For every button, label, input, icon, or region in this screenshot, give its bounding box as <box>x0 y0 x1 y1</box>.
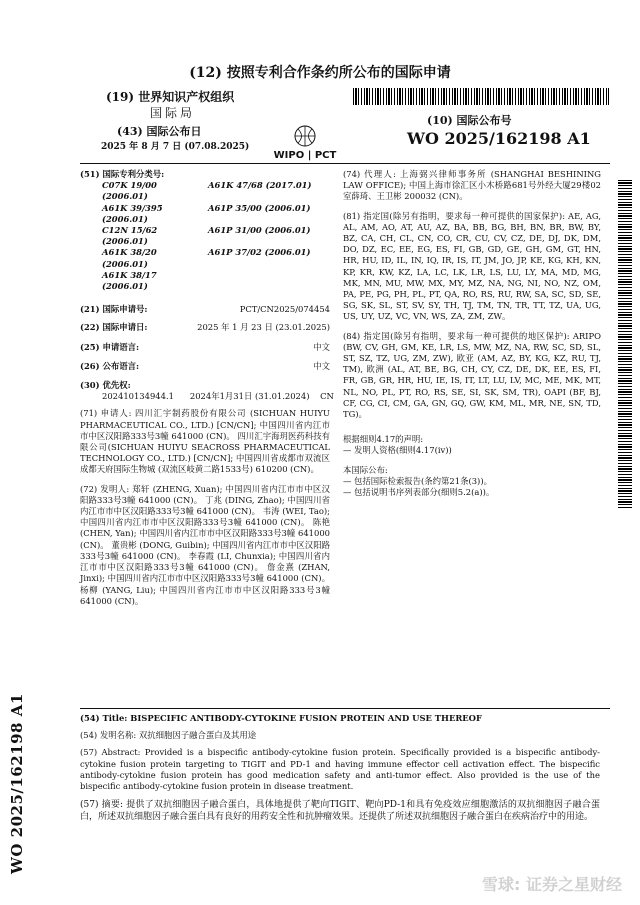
ipc-code: A61P 31/00 (2006.01) <box>208 225 311 236</box>
publication-number: WO 2025/162198 A1 <box>407 129 591 148</box>
bottom-section <box>80 713 600 823</box>
publication-language: 中文 <box>313 360 330 371</box>
inventors: (72) 发明人: 郑轩 (ZHENG, Xuan); 中国四川省内江市市中区汉阳路333号3幢 641000 (CN)。 丁兆 (DING, Zhao); 中国四川省内江市市中区汉阳路333号3幢 641000 (CN)。 韦涛 (WEI, Tao); 中国四川省内江市市中区汉阳路333号3幢 641000 (CN)。 陈艳 (CHEN, Yan); 中国四川省内江市市中区汉阳路333号3幢 641000 (CN)。 董贵彬 (DONG, Guibin); 中国四川省内江市市中区汉阳路333号3幢 641000 (CN)。 李春霞 (LI, Chunxia); 中国四川省内江市市中区汉阳路333号3幢 641000 (CN)。 詹金熹 (ZHAN, Jinxi); 中国四川省内江市市中区汉阳路333号3幢 641000 (CN)。 杨柳 (YANG, Liu); 中国四川省内江市市中区汉阳路333号3幢 641000 (CN)。 <box>80 483 330 606</box>
published-item: — 包括说明书序列表部分(细则5.2(a))。 <box>343 487 495 498</box>
publication-language-label: (26) 公布语言: <box>80 360 140 371</box>
applicant: (71) 申请人: 四川汇宇制药股份有限公司 (SICHUAN HUIYU PHARMACEUTICAL CO., LTD.) [CN/CN]; 中国四川省内江市市中区汉阳路333号3幢 641000 (CN)。 四川汇宇海玥医药科技有限公司(SICHUAN HUIYU SEACROSS PHARMACEUTICAL TECHNOLOGY CO., LTD.) [CN/CN]; 中国四川省成都市双流区成都天府国际生物城 (双流区岐黄二路1533号) 610200 (CN)。 <box>80 408 330 475</box>
abstract-chinese: (57) 摘要: 提供了双抗细胞因子融合蛋白，具体地提供了靶向TIGIT、靶向PD-1和具有免疫效应细胞激活的双抗细胞因子融合蛋白，所述双抗细胞因子融合蛋白具有良好的用药安全性和抗肿瘤效果。还提供了所述双抗细胞因子融合蛋白在疾病治疗中的用途。 <box>80 800 600 823</box>
agent: (74) 代理人: 上海弼兴律师事务所 (SHANGHAI BESHINING LAW OFFICE); 中国上海市徐汇区小木桥路681号外经大厦29楼02室薛琦、王卫彬 200032 (CN)。 <box>343 169 601 202</box>
published-item: — 包括国际检索报告(条约第21条(3))。 <box>343 475 492 486</box>
priority-value: 202410134944.1 2024年1月31日 (31.01.2024) CN <box>102 391 334 402</box>
publication-language-row <box>80 361 330 372</box>
ipc-label: (51) 国际专利分类号: <box>80 169 165 179</box>
application-date-row <box>80 322 330 333</box>
filing-language: 中文 <box>313 341 330 352</box>
priority-label: (30) 优先权: <box>80 380 131 391</box>
watermark: 雪球: 证券之星财经 <box>482 875 622 894</box>
application-date: 2025 年 1 月 23 日 (23.01.2025) <box>197 322 330 333</box>
left-column <box>80 169 334 607</box>
declarations-label: 根据细则4.17的声明: <box>343 434 424 445</box>
application-number-label: (21) 国际申请号: <box>80 304 148 315</box>
abstract-english: (57) Abstract: Provided is a bispecific antibody-cytokine fusion protein. Specifically provided is a bispecific antibody-cytokine fusion protein targeting to TIGIT and PD-1 and having immune effector cell activation effect. The bispecific antibody-cytokine fusion protein has good medication safety and anti-tumor effect. Also provided is the use of the bispecific antibody-cytokine fusion protein in disease treatment. <box>80 747 600 792</box>
title-chinese: (54) 发明名称: 双抗细胞因子融合蛋白及其用途 <box>80 730 257 741</box>
declaration-item: — 发明人资格(细则4.17(iv)) <box>343 445 452 456</box>
application-number-row <box>80 304 330 315</box>
ipc-code: A61K 39/395 (2006.01) <box>102 202 163 224</box>
side-publication-number: WO 2025/162198 A1 <box>8 693 26 874</box>
ipc-code: A61P 37/02 (2006.01) <box>208 247 311 258</box>
published-label: 本国际公布: <box>343 464 388 475</box>
designated-states-national: (81) 指定国(除另有指明，要求每一种可提供的国家保护): AE, AG, AL, AM, AO, AT, AU, AZ, BA, BB, BG, BH, BN, BR, BW, BY, BZ, CA, CH, CL, CN, CO, CR, CU, CV, CZ, DE, DJ, DK, DM, DO, DZ, EC, EE, EG, ES, FI, GB, GD, GE, GH, GM, GT, HN, HR, HU, ID, IL, IN, IQ, IR, IS, IT, JM, JO, JP, KE, KG, KH, KN, KP, KR, KW, KZ, LA, LC, LK, LR, LS, LU, LY, MA, MD, MG, MK, MN, MU, MW, MX, MY, MZ, NA, NG, NI, NO, NZ, OM, PA, PE, PG, PH, PL, PT, QA, RO, RS, RU, RW, SA, SC, SD, SE, SG, SK, SL, ST, SV, SY, TH, TJ, TM, TN, TR, TT, TZ, UA, UG, US, UY, UZ, VC, VN, WS, ZA, ZM, ZW。 <box>343 210 601 322</box>
ipc-code: C07K 19/00 (2006.01) <box>102 180 157 202</box>
publication-date: 2025 年 8 月 7 日 (07.08.2025) <box>101 142 250 152</box>
organization-sub: 国际局 <box>150 106 196 120</box>
publication-number-label: (10) 国际公布号 <box>427 114 512 127</box>
document-title: (12) 按照专利合作条约所公布的国际申请 <box>189 65 451 81</box>
header-divider <box>80 163 610 164</box>
ipc-code: C12N 15/62 (2006.01) <box>102 225 158 247</box>
designated-states-regional: (84) 指定国(除另有指明，要求每一种可提供的地区保护): ARIPO (BW, CV, GH, GM, KE, LR, LS, MW, MZ, NA, RW, SC, SD, SL, ST, SZ, TZ, UG, ZM, ZW), 欧亚 (AM, AZ, BY, KG, KZ, RU, TJ, TM), 欧洲 (AL, AT, BE, BG, CH, CY, CZ, DE, DK, EE, ES, FI, FR, GB, GR, HR, HU, IE, IS, IT, LT, LU, LV, MC, ME, MK, MT, NL, NO, PL, PT, RO, RS, SE, SI, SK, SM, TR), OAPI (BF, BJ, CF, CG, CI, CM, GA, GN, GQ, GW, KM, ML, MR, NE, SN, TD, TG)。 <box>343 330 601 420</box>
title-english: (54) Title: BISPECIFIC ANTIBODY-CYTOKINE FUSION PROTEIN AND USE THEREOF <box>80 713 482 723</box>
section-divider <box>80 708 610 709</box>
filing-language-label: (25) 申请语言: <box>80 341 140 352</box>
ipc-codes <box>80 180 330 292</box>
ipc-code: A61P 35/00 (2006.01) <box>208 202 311 213</box>
ipc-code: A61K 38/17 (2006.01) <box>102 269 157 292</box>
publication-date-label: (43) 国际公布日 <box>117 125 202 138</box>
vertical-barcode <box>618 180 632 510</box>
filing-language-row <box>80 342 330 353</box>
barcode <box>353 88 609 105</box>
ipc-code: A61K 47/68 (2017.01) <box>208 180 312 191</box>
application-date-label: (22) 国际申请日: <box>80 322 148 333</box>
ipc-code: A61K 38/20 (2006.01) <box>102 247 157 269</box>
organization-label: (19) 世界知识产权组织 <box>106 90 235 104</box>
right-column <box>343 169 601 498</box>
wipo-logo-text: WIPO | PCT <box>273 150 337 161</box>
application-number: PCT/CN2025/074454 <box>239 304 330 315</box>
